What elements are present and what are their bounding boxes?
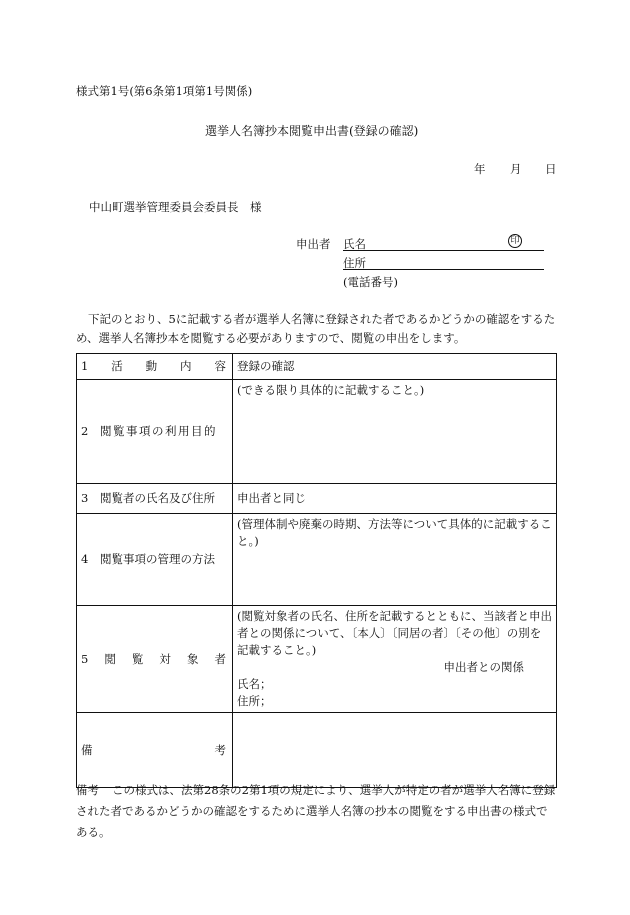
applicant-name-label: 氏名	[343, 237, 366, 251]
label-char: 覧	[131, 651, 144, 666]
label-char: 活	[111, 359, 123, 374]
row-purpose-value[interactable]	[233, 380, 557, 484]
date-month: 月	[510, 162, 522, 176]
row-number: 2	[81, 424, 89, 439]
row-number: 4	[81, 552, 89, 567]
row-notes-value[interactable]	[233, 713, 557, 788]
document-title: 選挙人名簿抄本閲覧申出書(登録の確認)	[205, 124, 419, 138]
row-label-text: 閲覧者の氏名及び住所	[99, 491, 215, 506]
label-char: 考	[214, 742, 226, 757]
row-purpose-instruction: (できる限り具体的に記載すること。)	[237, 383, 425, 397]
target-address-label: 住所；	[237, 694, 272, 708]
label-char: 者	[214, 651, 226, 666]
row-activity-value[interactable]: 登録の確認	[233, 354, 557, 380]
row-label-text: 閲覧事項の利用目的	[99, 424, 217, 439]
row-label-text: 閲覧事項の管理の方法	[99, 552, 215, 567]
label-char: 動	[145, 359, 158, 374]
row-notes	[77, 713, 557, 788]
date-day: 日	[545, 162, 557, 176]
applicant-address-field[interactable]	[343, 269, 544, 270]
remarks	[76, 780, 558, 843]
applicant-label: 申出者	[296, 237, 331, 251]
form-number: 様式第1号(第6条第1項第1号関係)	[76, 84, 253, 98]
intro-paragraph: 下記のとおり、5に記載する者が選挙人名簿に登録された者であるかどうかの確認をするため、選挙人名簿抄本を閲覧する必要がありますので、閲覧の申出をします。	[76, 312, 556, 345]
row-number: 1	[81, 359, 89, 374]
remarks-head: 備考	[76, 783, 99, 797]
label-char: 閲	[104, 651, 116, 666]
row-target-label	[77, 606, 233, 713]
label-char: 容	[214, 359, 226, 374]
label-char: 内	[180, 359, 192, 374]
row-viewer-value[interactable]: 申出者と同じ	[233, 484, 557, 514]
row-management-instruction: (管理体制や廃棄の時期、方法等について具体的に記載すること。)	[237, 517, 552, 548]
label-char: 備	[81, 742, 93, 757]
row-target	[77, 606, 557, 713]
label-char: 対	[159, 651, 171, 666]
row-purpose	[77, 380, 557, 484]
seal-mark: 印	[508, 234, 522, 248]
applicant-address-label: 住所	[343, 256, 366, 270]
row-purpose-label	[77, 380, 233, 484]
date-year: 年	[474, 162, 486, 176]
row-number: 3	[81, 491, 89, 506]
row-viewer-label	[77, 484, 233, 514]
addressee: 中山町選挙管理委員会委員長 様	[89, 200, 262, 214]
target-name-label: 氏名；	[237, 677, 272, 691]
row-management	[77, 514, 557, 606]
row-activity-label	[77, 354, 233, 380]
remarks-text: この様式は、法第28条の2第1項の規定により、選挙人が特定の者が選挙人名簿に登録された者であるかどうかの確認をするために選挙人名簿の抄本の閲覧をする申出書の様式である。	[76, 783, 556, 839]
row-management-label	[77, 514, 233, 606]
row-activity	[77, 354, 557, 380]
row-target-instruction: (閲覧対象者の氏名、住所を記載するとともに、当該者と申出者との関係について、〔本人〕〔同居の者〕〔その他〕の別を記載すること。)	[237, 609, 552, 657]
row-management-value[interactable]	[233, 514, 557, 606]
applicant-name-field[interactable]	[343, 250, 544, 251]
label-char: 象	[186, 651, 199, 666]
relation-label: 申出者との関係	[443, 660, 524, 674]
row-notes-label	[77, 713, 233, 788]
applicant-phone-label: (電話番号)	[343, 275, 398, 289]
row-target-value[interactable]	[233, 606, 557, 713]
row-number: 5	[81, 651, 89, 666]
row-viewer	[77, 484, 557, 514]
application-table	[76, 353, 557, 788]
